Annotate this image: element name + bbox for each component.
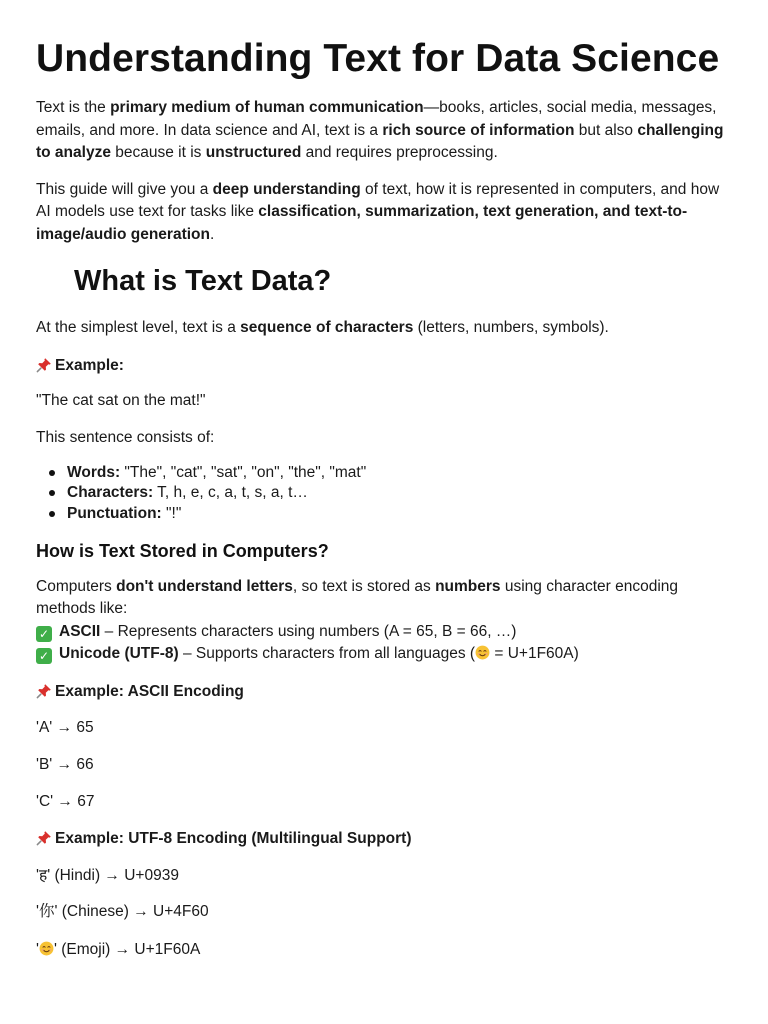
intro1-text-1: Text is the	[36, 99, 111, 116]
emoji-row-text-2: ' (Emoji) → U+1F60A	[53, 940, 201, 958]
list-item-punctuation	[67, 504, 732, 524]
method-label-ascii: ASCII	[59, 622, 101, 640]
encoding-paragraph	[36, 576, 732, 666]
intro1-text-5: and requires preprocessing.	[301, 144, 498, 161]
intro2-bold-1: deep understanding	[212, 180, 361, 198]
encoding-bold-1: don't understand letters	[116, 577, 293, 595]
method-desc-ascii: – Represents characters using numbers (A = 65, B = 66, …)	[100, 622, 517, 640]
bullet-label-punctuation: Punctuation:	[67, 504, 162, 522]
pushpin-icon	[36, 357, 52, 373]
definition-bold: sequence of characters	[240, 319, 414, 336]
intro2-text-1: This guide will give you a	[36, 180, 213, 198]
ascii-row-b: 'B' → 66	[36, 756, 94, 774]
text-definition-paragraph	[36, 317, 732, 340]
bullet-label-characters: Characters:	[67, 484, 154, 502]
intro2-text-3: .	[209, 225, 215, 243]
intro1-bold-1: primary medium of human communication	[110, 99, 424, 116]
example-label-line	[36, 355, 732, 378]
definition-text-2: (letters, numbers, symbols).	[413, 319, 609, 336]
utf8-example-label-line	[36, 828, 732, 851]
check-mark-button-icon: ✓	[36, 626, 52, 642]
utf8-example-label: Example: UTF-8 Encoding (Multilingual Support)	[55, 829, 412, 847]
definition-text-1: At the simplest level, text is a	[36, 319, 241, 336]
intro2-text-2: of text, how it is represented in computers, and how AI models use text for tasks like	[36, 180, 720, 220]
ascii-row-c: 'C' → 67	[36, 793, 95, 811]
intro-paragraph-1	[36, 97, 732, 165]
encoding-method-unicode	[36, 643, 732, 666]
check-mark-button-icon: ✓	[36, 648, 52, 664]
sentence-parts-list	[36, 463, 732, 524]
intro1-text-2: —books, articles, social media, messages, emails, and more. In data science and AI, text is a	[36, 99, 717, 139]
intro2-bold-2: classification, summarization, text generation, and text-to-image/audio generation	[36, 203, 688, 243]
intro1-bold-3: challenging to analyze	[36, 121, 724, 161]
ascii-row-a: 'A' → 65	[36, 719, 94, 737]
ascii-example-label-line	[36, 681, 732, 704]
encoding-bold-2: numbers	[435, 577, 501, 595]
emoji-row-text-1: '	[36, 940, 39, 958]
list-item-characters	[67, 483, 732, 503]
utf8-row-emoji	[36, 939, 732, 962]
encoding-text-2: , so text is stored as	[292, 577, 436, 595]
sentence-consists-line: This sentence consists of:	[36, 428, 215, 446]
utf8-row-chinese: '你' (Chinese) → U+4F60	[36, 903, 209, 921]
bullet-value-words: "The", "cat", "sat", "on", "the", "mat"	[120, 464, 367, 481]
section-heading-text-storage: How is Text Stored in Computers?	[36, 540, 329, 561]
encoding-method-ascii	[36, 621, 732, 644]
section-heading-text-data: What is Text Data?	[74, 265, 332, 297]
page-title: Understanding Text for Data Science	[36, 37, 720, 80]
example-label: Example:	[55, 356, 124, 374]
intro1-bold-2: rich source of information	[382, 121, 575, 139]
method-desc-unicode-2: = U+1F60A)	[490, 645, 579, 663]
intro1-text-3: but also	[574, 121, 638, 139]
intro1-text-4: because it is	[110, 144, 206, 161]
encoding-text-1: Computers	[36, 577, 117, 595]
example-sentence: "The cat sat on the mat!"	[36, 392, 206, 409]
intro-paragraph-2	[36, 179, 732, 247]
bullet-value-punctuation: "!"	[161, 504, 182, 522]
encoding-text-3: using character encoding methods like:	[36, 577, 679, 618]
bullet-label-words: Words:	[67, 464, 121, 481]
smiling-face-emoji-icon	[475, 645, 490, 660]
pushpin-icon	[36, 830, 52, 846]
intro1-bold-4: unstructured	[205, 144, 302, 161]
pushpin-icon	[36, 683, 52, 699]
bullet-value-characters: T, h, e, c, a, t, s, a, t…	[153, 484, 308, 502]
method-desc-unicode-1: – Supports characters from all languages (	[178, 645, 476, 663]
list-item-words	[67, 463, 732, 483]
ascii-example-label: Example: ASCII Encoding	[55, 682, 244, 700]
method-label-unicode: Unicode (UTF-8)	[59, 645, 179, 663]
smiling-face-emoji-icon	[39, 941, 54, 956]
utf8-row-hindi: 'ह' (Hindi) → U+0939	[36, 866, 179, 884]
